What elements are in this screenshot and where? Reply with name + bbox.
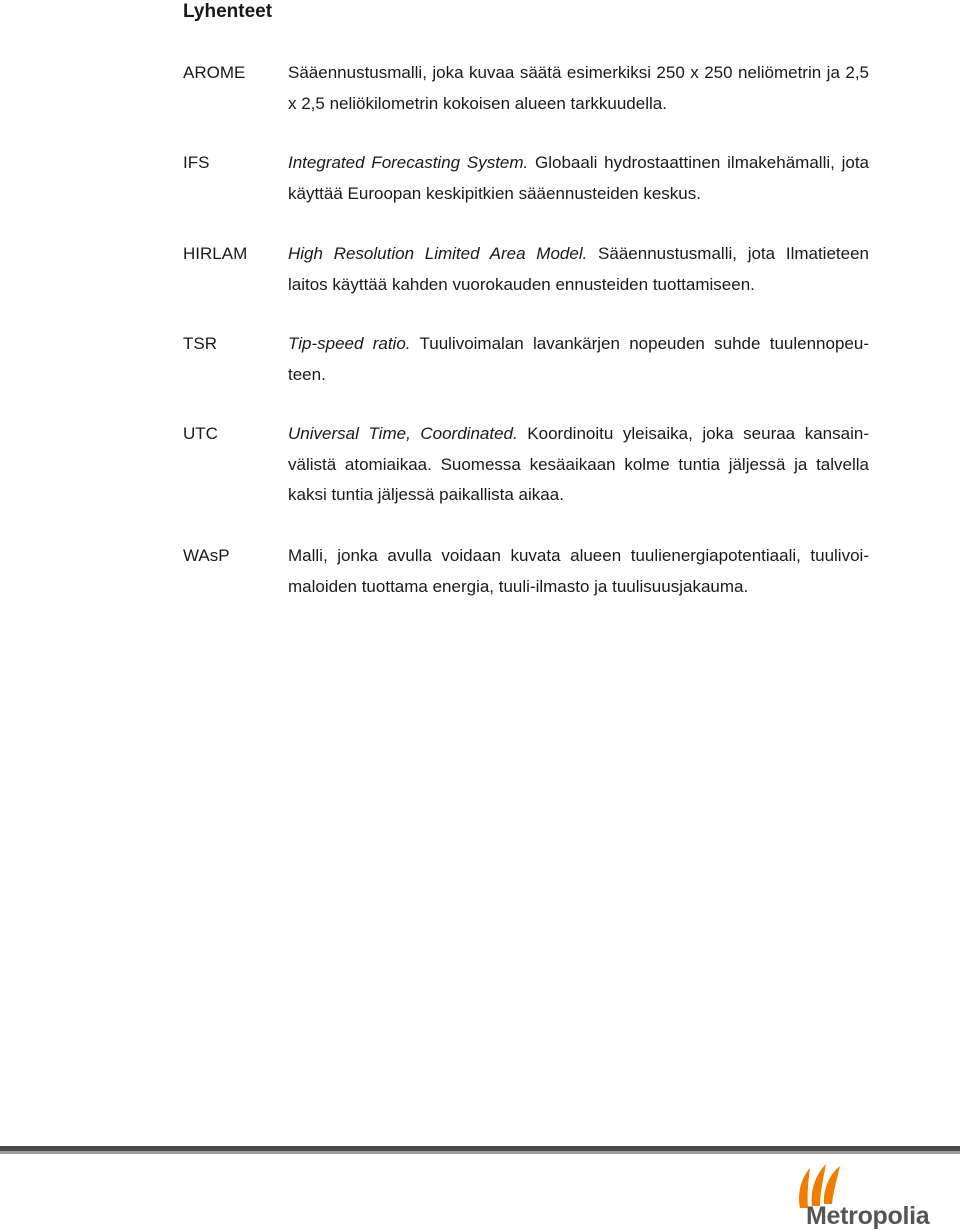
definition-lead: Universal Time, Coordinated. <box>288 424 518 443</box>
definition-text: Malli, jonka avulla voidaan kuvata alueen tuulienergiapotentiaali, tuulivoimaloiden tuottama energia, tuuli-ilmasto ja tuulisuusjakauma. <box>288 546 869 596</box>
abbreviation-definition <box>288 58 869 119</box>
abbreviation-definition <box>288 419 869 511</box>
definition-text: Sääennustusmalli, jota Ilmatieteen laitos käyttää kahden vuorokauden ennusteiden tuottamiseen. <box>288 244 869 294</box>
definition-lead: Integrated Forecasting System. <box>288 153 529 172</box>
metropolia-wordmark: Metropolia <box>806 1202 930 1230</box>
definition-text: Tuulivoimalan lavankärjen nopeuden suhde tuulennopeuteen. <box>288 334 869 384</box>
definition-lead: Tip-speed ratio. <box>288 334 411 353</box>
metropolia-logo <box>788 1158 928 1232</box>
definition-lead: High Resolution Limited Area Model. <box>288 244 588 263</box>
abbreviation-term: AROME <box>183 63 246 82</box>
abbreviation-term: HIRLAM <box>183 244 248 263</box>
definition-text: Globaali hydrostaattinen ilmakehämalli, jota käyttää Euroopan keskipitkien sääennusteiden keskus. <box>288 153 869 203</box>
abbreviation-term: TSR <box>183 334 217 353</box>
definition-text: Sääennustusmalli, joka kuvaa säätä esimerkiksi 250 x 250 neliömetrin ja 2,5 x 2,5 neliökilometrin kokoisen alueen tarkkuudella. <box>288 63 869 113</box>
abbreviation-definition <box>288 148 869 209</box>
definition-text: Koordinoitu yleisaika, joka seuraa kansainvälistä atomiaikaa. Suomessa kesäaikaan kolme tuntia jäljessä ja talvella kaksi tuntia jäljessä paikallista aikaa. <box>288 424 869 504</box>
abbreviation-definition <box>288 329 869 390</box>
abbreviation-term: WAsP <box>183 546 230 565</box>
page-title: Lyhenteet <box>183 1 273 22</box>
footer-stripe-light <box>0 1151 960 1154</box>
abbreviation-definition <box>288 541 869 602</box>
footer-stripes <box>0 1146 960 1156</box>
abbreviation-term: UTC <box>183 424 218 443</box>
abbreviation-definition <box>288 239 869 300</box>
abbreviation-term: IFS <box>183 153 210 172</box>
